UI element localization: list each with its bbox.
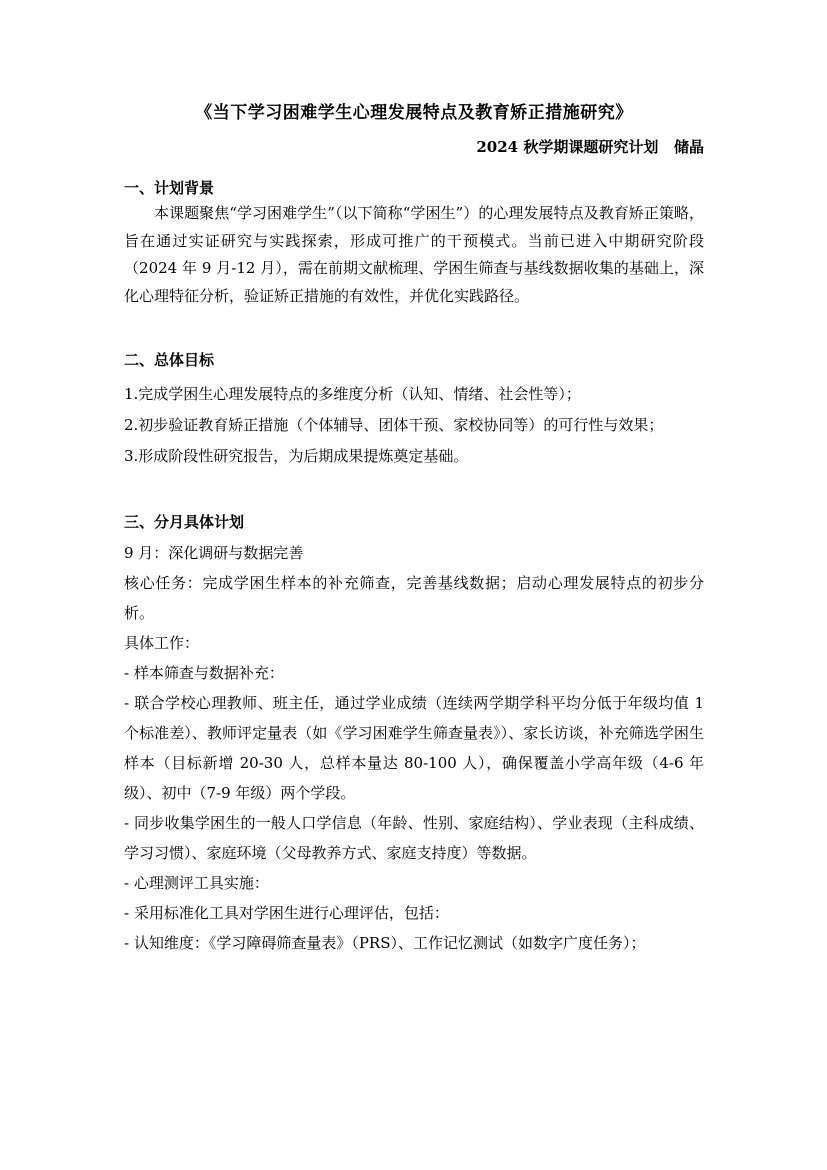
monthly-plan-content: [124, 538, 704, 958]
section-heading-background: 一、计划背景: [124, 179, 215, 197]
background-paragraph: 本课题聚焦“学习困难学生”（以下简称“学困生”）的心理发展特点及教育矫正策略，旨在通过实证研究与实践探索，形成可推广的干预模式。当前已进入中期研究阶段（2024 年 9 月-12 月），需在前期文献梳理、学困生筛查与基线数据收集的基础上，深化心理特征分析，验证矫正措施的有效性，并优化实践路径。: [124, 204, 704, 305]
document-page: [124, 100, 704, 958]
plan-bullet: - 联合学校心理教师、班主任，通过学业成绩（连续两学期学科平均分低于年级均值 1 个标准差）、教师评定量表（如《学习困难学生筛查量表》）、家长访谈，补充筛选学困生样本（目标新增 20-30 人，总样本量达 80-100 人），确保覆盖小学高年级（4-6 年级）、初中（7-9 年级）两个学段。: [124, 694, 704, 802]
plan-specific-work-label: 具体工作：: [124, 634, 200, 652]
plan-bullet: - 心理测评工具实施：: [124, 874, 269, 892]
goal-item: 3.形成阶段性研究报告，为后期成果提炼奠定基础。: [124, 447, 469, 465]
goal-item: 2.初步验证教育矫正措施（个体辅导、团体干预、家校协同等）的可行性与效果；: [124, 416, 664, 434]
plan-month-heading: 9 月：深化调研与数据完善: [124, 544, 304, 562]
plan-bullet: - 认知维度：《学习障碍筛查量表》（PRS）、工作记忆测试（如数字广度任务）；: [124, 934, 646, 952]
plan-bullet: - 样本筛查与数据补充：: [124, 664, 284, 682]
document-subtitle: 2024 秋学期课题研究计划 储晶: [476, 138, 704, 156]
plan-core-task: 核心任务：完成学困生样本的补充筛查，完善基线数据；启动心理发展特点的初步分析。: [124, 574, 704, 622]
plan-bullet: - 采用标准化工具对学困生进行心理评估，包括：: [124, 904, 449, 922]
goal-item: 1.完成学困生心理发展特点的多维度分析（认知、情绪、社会性等）；: [124, 385, 581, 403]
document-title: 《当下学习困难学生心理发展特点及教育矫正措施研究》: [195, 103, 633, 123]
section-heading-goals: 二、总体目标: [124, 351, 215, 369]
goal-list: [124, 379, 704, 472]
section-heading-monthly-plan: 三、分月具体计划: [124, 513, 245, 531]
plan-bullet: - 同步收集学困生的一般人口学信息（年龄、性别、家庭结构）、学业表现（主科成绩、学习习惯）、家庭环境（父母教养方式、家庭支持度）等数据。: [124, 814, 704, 862]
